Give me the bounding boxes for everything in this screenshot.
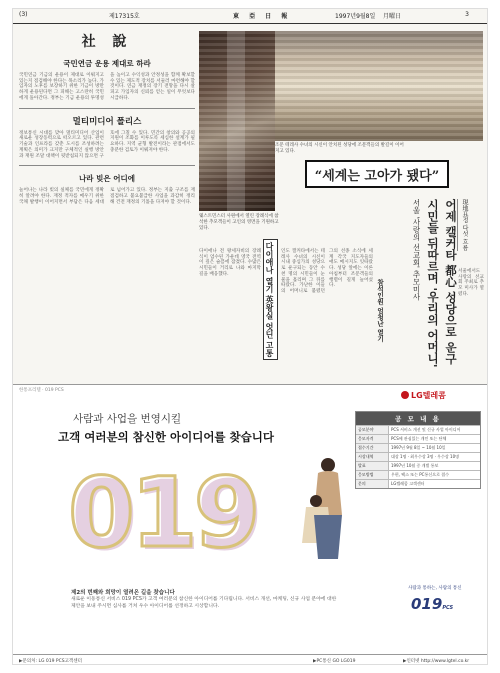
table-key: 응모자격 [356,435,389,443]
table-key: 발표 [356,462,389,470]
masthead-page-number: (3) [19,11,28,18]
ad-footer-pc: ▶PC통신 GO LG019 [313,659,356,664]
table-key: 공모분야 [356,426,389,434]
editorial-title: 멀티미디어 폴리스 [72,116,142,127]
story-subhead: 서울 '사랑의 선교회' 추모미사 [412,199,421,301]
main-headline: 어제 캘커타 都心 성당으로 운구 [444,199,458,365]
editorial-title: 나라 빚은 어디에 [79,174,135,184]
masthead-date: 1997년9월8일 [335,13,376,20]
article-column: 다이애나 전 왕세자비의 장례식이 엄수된 가운데 영국 전역이 깊은 슬픔에 잠겼다. 수많은 시민들이 거리로 나와 마지막 길을 배웅했다. [199,249,261,277]
table-key: 접수기간 [356,444,389,452]
people-illustration [298,455,350,563]
table-row [356,443,480,452]
table-value: PCS 서비스 개선 및 신규 사업 아이디어 [391,427,461,432]
table-value: PCS에 관심있는 개인 또는 단체 [391,436,447,441]
table-title: 공 모 내 용 [356,412,480,425]
editorial-column [19,27,195,206]
table-row [356,452,480,461]
ad-top-text: 한통프리텔 · 019 PCS [19,388,64,393]
editorial-body: 국민연금 기금의 운용이 제대로 이뤄지고 있는지 점검해야 한다는 목소리가 높다. 가입자의 노후를 보장하기 위한 기금이 방만하게 운용된다면 그 피해는 고스란히 국민에게 돌아간다. 정부는 기금 운용의 투명성을 높이고 수익성과 안정성을 함께 확보할 수 있는 제도적 장치를 서둘러 마련해야 할 것이다. 연금 재정의 장기 전망을 다시 살피고 가입자의 신뢰를 얻는 일이 무엇보다 시급하다. [19,73,195,101]
story-sub-deck: 참석인원 엄청난 열기 [376,279,384,343]
masthead-issue: 제17315호 [109,13,140,20]
quote-headline: “세계는 고아가 됐다” [314,168,440,184]
table-row [356,425,480,434]
editorial-body: 늘어나는 나라 빚의 실체를 국민에게 정확히 알려야 한다. 재정 적자를 메우기 위한 국채 발행이 이어지면서 부담은 다음 세대로 넘어가고 있다. 정부는 지출 구조를 재점검하고 불요불급한 사업을 과감히 정리해 건전 재정의 기틀을 다져야 할 것이다. [19,188,195,205]
ad-lead: 제2의 번째와 희망이 열려온 길을 찾습니다 [71,590,175,596]
table-row [356,434,480,443]
divider [19,165,195,166]
table-key: 응모방법 [356,471,389,479]
ad-copy [71,590,341,610]
side-label: 現地표정 다섯 흐름 [457,199,469,251]
table-value: LG텔레콤 고객센터 [391,481,425,486]
table-value: 1997년 9월 8일 ~ 10월 10일 [391,445,446,450]
main-headline-2: 시민들 뒤따르며 '우리의 어머니' [426,199,440,368]
ad-big-number: 019 [68,457,257,569]
table-key: 시상내역 [356,453,389,461]
article-column: 서울에서도 사랑의 선교회 주최로 추모 미사가 열렸다. [458,269,484,297]
masthead-edition: 月曜日 [383,13,402,20]
019-pcs-brand [411,595,453,613]
lg-telecom-logo: LG텔레콤 [401,390,446,401]
ad-body: 새로운 이동통신 서비스 019 PCS가 고객 여러분의 참신한 아이디어를 기다립니다. 서비스 개선, 마케팅, 신규 사업 분야에 대한 제안을 보내 주시면 심사를 거쳐 우수 아이디어를 선정하고 시상합니다. [71,597,337,609]
cathedral-photo [199,31,275,211]
brand-suffix: PCS [442,605,454,611]
diana-deck: 다이애나 열기 英왕실 엇딘 고통 [263,239,278,360]
ad-footer-contact: ▶문의처: LG 019 PCS고객센터 [19,659,82,664]
contest-details-table [355,411,481,489]
masthead-section-page: 3 [465,11,469,18]
newspaper-page [12,8,488,665]
editorial-section-title: 社 說 [81,34,133,50]
masthead [13,9,487,24]
ad-headline-2: 고객 여러분의 참신한 아이디어를 찾습니다 [58,430,274,444]
article-column: 인도 캘커타에서는 테레사 수녀의 시신이 시내 중심가의 성당으로 운구되는 동안 수천 명의 시민들이 눈물을 흘리며 그 뒤를 따랐다. 가난한 이들의 어머니로 불렸던 그의 선종 소식에 세계 각국 지도자들의 애도 메시지도 잇따랐다. 성당 앞에는 이른 아침부터 조문객들의 행렬이 길게 늘어섰다. [281,249,373,295]
table-value: 우편, 팩스 또는 PC통신으로 접수 [391,472,449,477]
table-value: 1997년 10월 중 개별 통보 [391,463,439,468]
table-row [356,461,480,470]
table-row [356,479,480,488]
quote-headline-box [305,160,449,188]
ad-tagline: 사람과 통하는, 사람의 통신 [408,586,462,591]
ad-footer-url: ▶인터넷 http://www.lgtel.co.kr [403,659,470,664]
ad-headline: 사람과 사업을 번영시킬 [73,413,182,425]
calcutta-crowd-photo [275,31,483,141]
divider [19,108,195,109]
editorial-body: 정보통신 시대를 맞아 멀티미디어 산업이 새로운 성장동력으로 떠오르고 있다. 관련 기술과 인프라를 갖춘 도시를 조성하려는 계획은 의미가 크지만 구체적인 실행 방안과 재원 조달 대책이 뒷받침되지 않으면 구호에 그칠 수 있다. 민간의 창의와 공공의 지원이 조화를 이루도록 세심한 설계가 필요하다. 지역 균형 발전이라는 관점에서도 충분한 검토가 이뤄져야 한다. [19,130,195,159]
lg-telecom-advertisement [13,384,487,665]
table-row [356,470,480,479]
cathedral-photo-caption: 웨스트민스터 사원에서 열린 장례식에 참석한 추모객들이 고인의 영면을 기원하고 있다. [199,214,279,231]
editorial-title: 국민연금 운용 제대로 하라 [63,59,151,68]
table-key: 문의 [356,480,389,488]
brand-number: 019 [411,595,443,613]
masthead-paper-name: 東 亞 日 報 [233,13,292,20]
ad-footer [13,654,487,665]
calcutta-photo-caption: 조문 테레사 수녀의 시신이 안치된 성당에 조문객들의 발길이 이어지고 있다. [275,143,404,154]
table-value: 대상 1명 · 최우수상 3명 · 우수상 10명 [391,454,459,459]
